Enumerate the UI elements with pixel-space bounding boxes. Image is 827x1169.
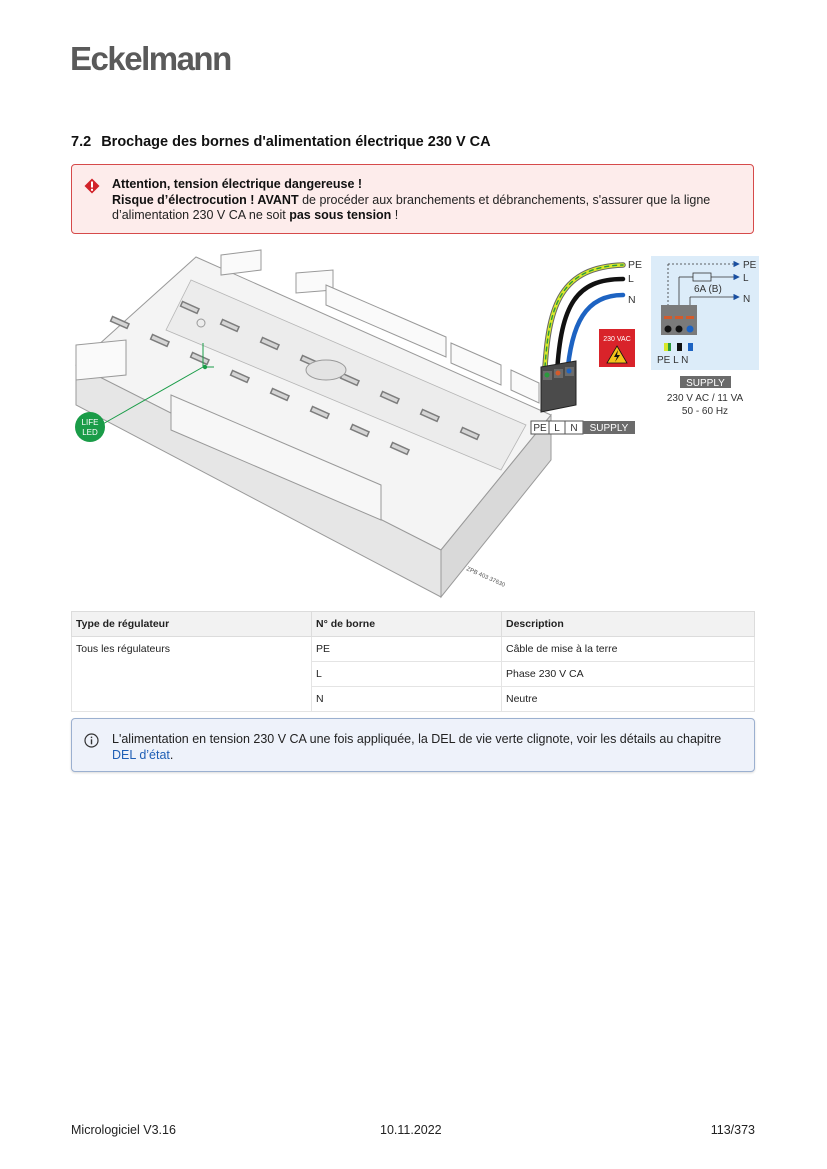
- description-cell: Neutre: [502, 687, 755, 712]
- terminal-cell: N: [312, 687, 502, 712]
- info-text: L'alimentation en tension 230 V CA une fois appliquée, la DEL de vie verte clignote, voir les détails au chapitre DEL d’état.: [112, 732, 722, 762]
- section-number: 7.2: [71, 134, 92, 150]
- voltage-warning-badge: [599, 329, 635, 367]
- description-cell: Phase 230 V CA: [502, 662, 755, 687]
- warning-box: [71, 164, 754, 234]
- device-label: ZPB 403 37630: [465, 566, 506, 589]
- svg-text:N: N: [570, 423, 578, 434]
- controller-wiring-figure: [71, 245, 761, 610]
- terminal-cell: PE: [312, 637, 502, 662]
- supply-schematic: [651, 256, 759, 370]
- schematic-l: L: [743, 273, 749, 284]
- footer-date: 10.11.2022: [380, 1123, 442, 1137]
- wire-label-n: N: [628, 294, 636, 306]
- supply-voltage: 230 V AC / 11 VA: [666, 393, 744, 404]
- column-header: Type de régulateur: [72, 612, 312, 637]
- schematic-n: N: [743, 294, 751, 305]
- footer-page-number: 113/373: [710, 1123, 755, 1137]
- svg-text:SUPPLY: SUPPLY: [589, 423, 629, 434]
- fuse-rating: 6A (B): [694, 284, 722, 295]
- supply-frequency: 50 - 60 Hz: [681, 406, 729, 417]
- wire-label-pe: PE: [628, 259, 643, 271]
- info-icon: [84, 733, 99, 748]
- connector-strip: [531, 421, 635, 434]
- table-header-row: [72, 612, 755, 637]
- supply-label: SUPPLY: [686, 378, 725, 389]
- controller-device: [76, 250, 551, 597]
- voltage-badge-text: 230 VAC: [603, 336, 631, 343]
- warning-title: Attention, tension électrique dangereuse !: [112, 177, 363, 191]
- danger-icon: [84, 178, 100, 194]
- life-led-line2: LED: [82, 428, 98, 437]
- life-led-badge: [75, 412, 105, 442]
- footer-firmware: Micrologiciel V3.16: [71, 1123, 176, 1137]
- svg-text:PE: PE: [533, 423, 547, 434]
- supply-connector: [541, 361, 576, 412]
- schematic-pe: PE: [743, 260, 757, 271]
- column-header: N° de borne: [312, 612, 502, 637]
- terminal-cell: L: [312, 662, 502, 687]
- svg-text:L: L: [554, 423, 560, 434]
- eckelmann-logo: Eckelmann: [70, 40, 231, 77]
- wire-label-l: L: [628, 273, 634, 285]
- info-box: [71, 718, 755, 772]
- section-title-text: Brochage des bornes d'alimentation électrique 230 V CA: [101, 134, 491, 150]
- schematic-terminal-labels: PE L N: [657, 355, 689, 366]
- warning-body: Risque d’électrocution ! AVANT de procéder aux branchements et débranchements, s'assurer que la ligne d’alimentation 230 V CA ne soit pas sous tension !: [112, 192, 711, 222]
- column-header: Description: [502, 612, 755, 637]
- regulator-cell: Tous les régulateurs: [72, 637, 312, 712]
- section-title: [71, 134, 491, 150]
- life-led-line1: LIFE: [81, 418, 99, 427]
- status-led-link[interactable]: DEL d’état: [112, 748, 170, 762]
- table-row: [72, 637, 755, 662]
- description-cell: Câble de mise à la terre: [502, 637, 755, 662]
- terminal-table: [71, 611, 755, 712]
